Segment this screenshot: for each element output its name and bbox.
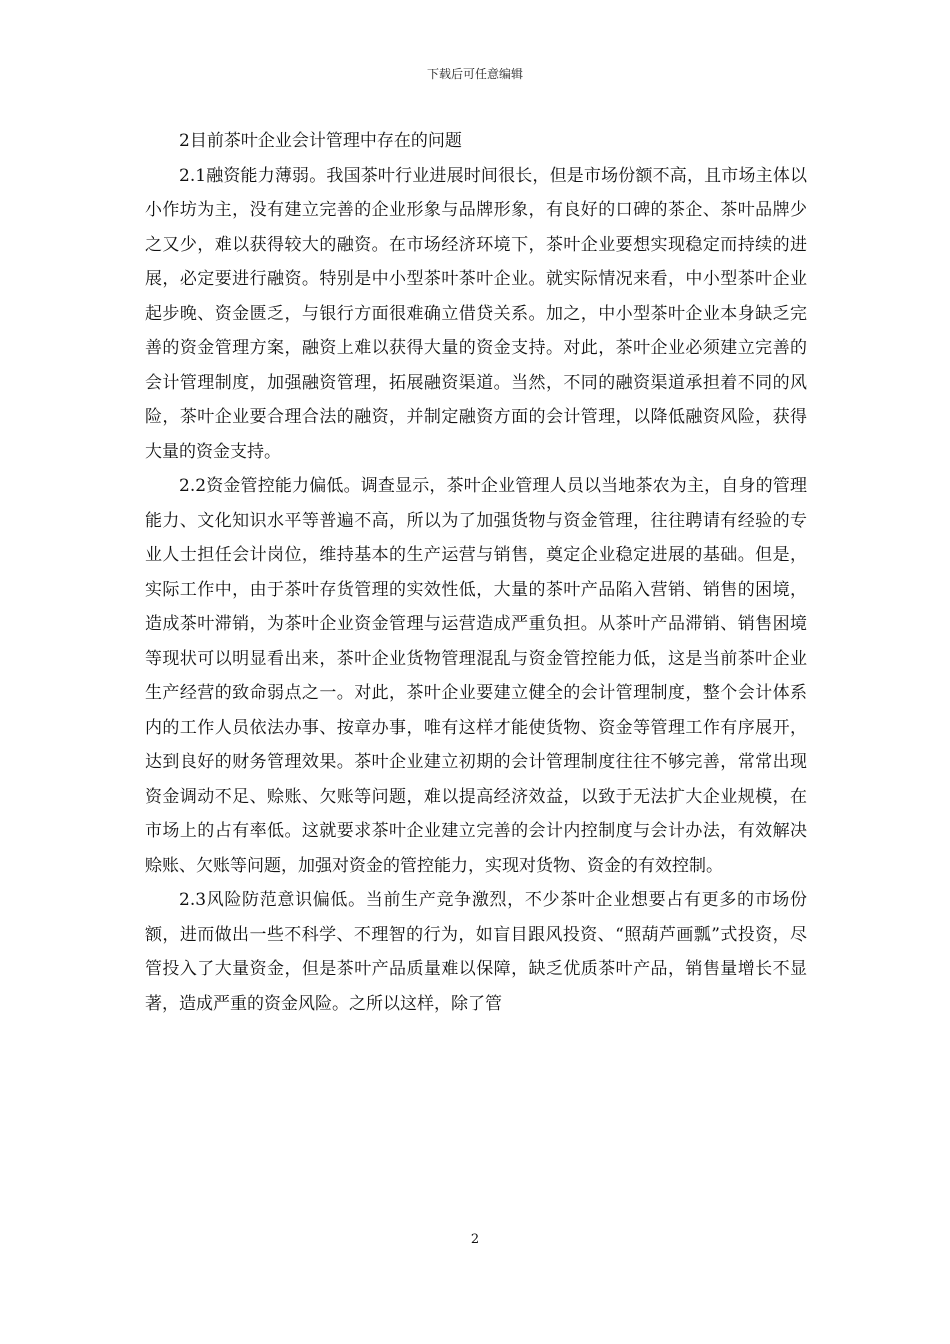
paragraph-2-3: 2.3风险防范意识偏低。当前生产竞争激烈，不少茶叶企业想要占有更多的市场份额，进而做出一些不科学、不理智的行为，如盲目跟风投资、“照葫芦画瓢”式投资，尽管投入了大量资金，但是茶叶产品质量难以保障，缺乏优质茶叶产品，销售量增长不显著，造成严重的资金风险。之所以这样，除了管 [145,890,807,1014]
paragraph-2-2: 2.2资金管控能力偏低。调查显示，茶叶企业管理人员以当地茶农为主，自身的管理能力、文化知识水平等普遍不高，所以为了加强货物与资金管理，往往聘请有经验的专业人士担任会计岗位，维持基本的生产运营与销售，奠定企业稳定进展的基础。但是，实际工作中，由于茶叶存货管理的实效性低，大量的茶叶产品陷入营销、销售的困境，造成茶叶滞销，为茶叶企业资金管理与运营造成严重负担。从茶叶产品滞销、销售困境等现状可以明显看出来，茶叶企业货物管理混乱与资金管控能力低，这是当前茶叶企业生产经营的致命弱点之一。对此，茶叶企业要建立健全的会计管理制度，整个会计体系内的工作人员依法办事、按章办事，唯有这样才能使货物、资金等管理工作有序展开，达到良好的财务管理效果。茶叶企业建立初期的会计管理制度往往不够完善，常常出现资金调动不足、赊账、欠账等问题，难以提高经济效益，以致于无法扩大企业规模，在市场上的占有率低。这就要求茶叶企业建立完善的会计内控制度与会计办法，有效解决赊账、欠账等问题，加强对资金的管控能力，实现对货物、资金的有效控制。 [145,476,807,876]
paragraph-2-1: 2.1融资能力薄弱。我国茶叶行业进展时间很长，但是市场份额不高，且市场主体以小作坊为主，没有建立完善的企业形象与品牌形象，有良好的口碑的茶企、茶叶品牌少之又少，难以获得较大的融资。在市场经济环境下，茶叶企业要想实现稳定而持续的进展，必定要进行融资。特别是中小型茶叶茶叶企业。就实际情况来看，中小型茶叶企业起步晚、资金匮乏，与银行方面很难确立借贷关系。加之，中小型茶叶企业本身缺乏完善的资金管理方案，融资上难以获得大量的资金支持。对此，茶叶企业必须建立完善的会计管理制度，加强融资管理，拓展融资渠道。当然，不同的融资渠道承担着不同的风险，茶叶企业要合理合法的融资，并制定融资方面的会计管理，以降低融资风险，获得大量的资金支持。 [145,165,807,462]
page-header: 下载后可任意编辑 [426,67,523,81]
document-body [145,124,807,1021]
page-number: 2 [470,1232,480,1247]
section-heading: 2目前茶叶企业会计管理中存在的问题 [179,131,462,151]
